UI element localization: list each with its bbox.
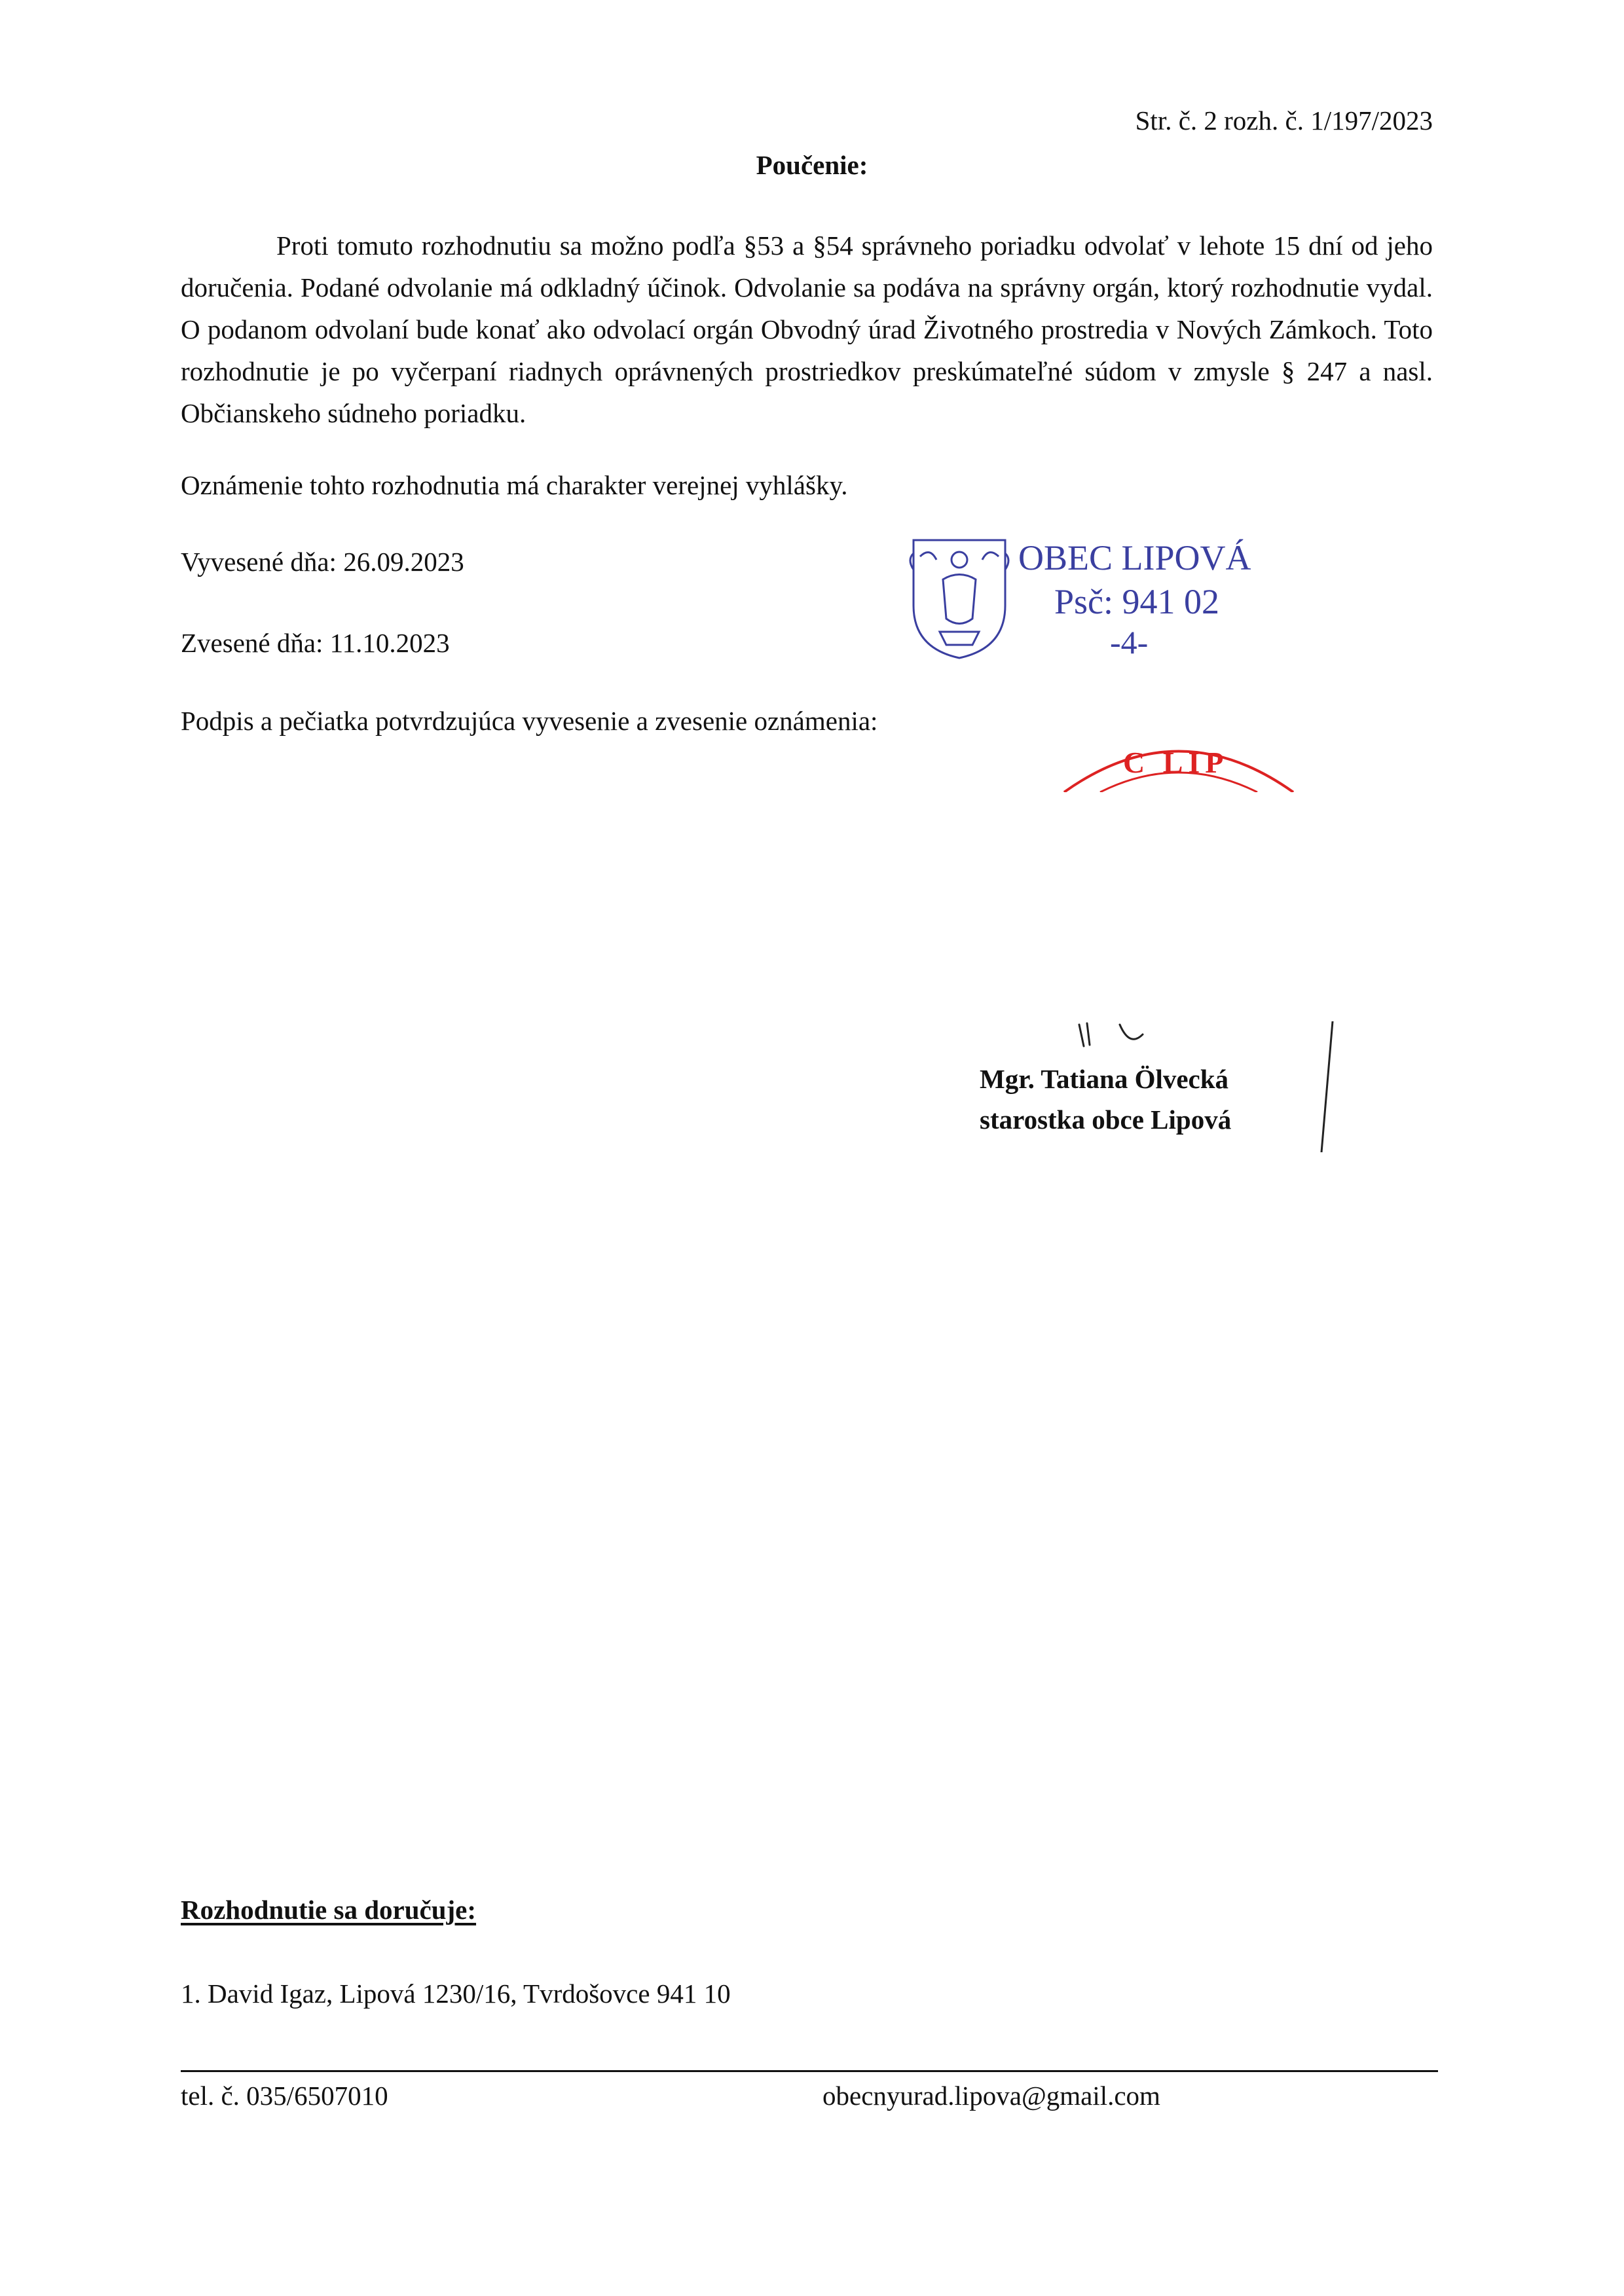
posted-date-line: Vyvesené dňa: 26.09.2023 xyxy=(181,547,464,577)
page-reference: Str. č. 2 rozh. č. 1/197/2023 xyxy=(1135,105,1433,136)
signature-prompt-line: Podpis a pečiatka potvrdzujúca vyvesenie a zvesenie oznámenia: xyxy=(181,706,878,736)
municipal-stamp xyxy=(907,534,1274,665)
red-stamp-text: C LIP xyxy=(1123,746,1229,779)
signer-role: starostka obce Lipová xyxy=(980,1104,1232,1135)
recipient-item: 1. David Igaz, Lipová 1230/16, Tvrdošovce 941 10 xyxy=(181,1978,731,2009)
footer-phone: tel. č. 035/6507010 xyxy=(181,2081,388,2111)
section-title-poucenie: Poučenie: xyxy=(756,150,868,180)
red-stamp-partial xyxy=(1061,720,1297,792)
coat-of-arms-icon xyxy=(910,540,1008,658)
public-notice-line: Oznámenie tohto rozhodnutia má charakter verejnej vyhlášky. xyxy=(181,470,848,500)
signer-name: Mgr. Tatiana Ölvecká xyxy=(980,1064,1229,1094)
stamp-name: OBEC LIPOVÁ xyxy=(1018,538,1251,577)
footer-divider xyxy=(181,2070,1438,2072)
signer-block xyxy=(980,1059,1231,1140)
footer-email: obecnyurad.lipova@gmail.com xyxy=(822,2081,1160,2111)
stamp-postcode: Psč: 941 02 xyxy=(1054,582,1220,621)
removed-date-line: Zvesené dňa: 11.10.2023 xyxy=(181,628,450,658)
delivery-section-title: Rozhodnutie sa doručuje: xyxy=(181,1895,477,1925)
appeal-instructions-paragraph: Proti tomuto rozhodnutiu sa možno podľa §53 a §54 správneho poriadku odvolať v lehote 15 dní od jeho doručenia. Podané odvolanie má odkladný účinok. Odvolanie sa podáva na správny orgán, ktorý rozhodnutie vydal. O podanom odvolaní bude konať ako odvolací orgán Obvodný úrad Životného prostredia v Nových Zámkoch. Toto rozhodnutie je po vyčerpaní riadnych oprávnených prostriedkov preskúmateľné súdom v zmysle § 247 a nasl. Občianskeho súdneho poriadku. xyxy=(181,230,1433,428)
stamp-number: -4- xyxy=(1110,624,1149,661)
